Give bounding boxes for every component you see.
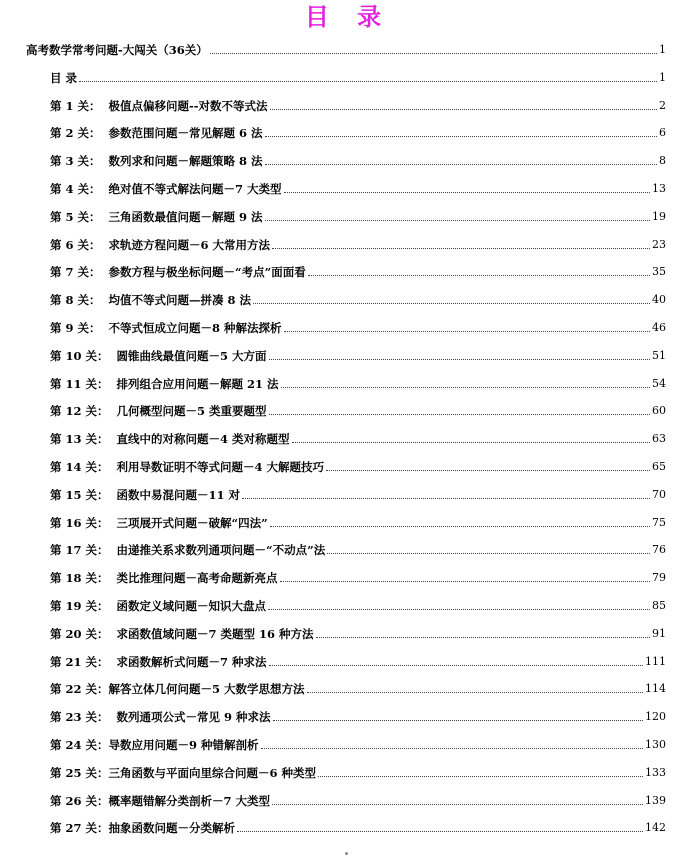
chapter-number-spacer xyxy=(101,182,109,196)
chapter-number-spacer xyxy=(109,543,117,557)
chapter-title: 几何概型问题－5 类重要题型 xyxy=(116,404,267,419)
chapter-number: 第 20 关： xyxy=(50,626,109,641)
chapter-number-spacer xyxy=(109,404,117,418)
dot-leader xyxy=(284,192,650,193)
toc-entry-label xyxy=(50,432,290,446)
page-number: 19 xyxy=(652,209,666,223)
chapter-number: 第 16 关： xyxy=(50,515,109,530)
chapter-number-spacer xyxy=(101,293,109,307)
chapter-number: 第 3 关： xyxy=(50,154,101,169)
chapter-number: 第 22 关： xyxy=(50,682,109,697)
toc-entry-label xyxy=(50,377,279,391)
chapter-number: 第 25 关： xyxy=(50,765,109,780)
chapter-title: 数列求和问题－解题策略 8 法 xyxy=(108,154,263,169)
toc-entry-label xyxy=(50,154,263,168)
page-marker-dot xyxy=(345,852,348,855)
chapter-number-spacer xyxy=(101,210,109,224)
toc-entry-chapter[interactable] xyxy=(50,206,666,224)
dot-leader xyxy=(272,804,643,805)
page-number: 70 xyxy=(652,487,666,501)
toc-entry-label xyxy=(50,599,266,613)
dot-leader xyxy=(327,553,650,554)
toc-entry-chapter[interactable] xyxy=(50,817,666,835)
chapter-title: 求轨迹方程问题－6 大常用方法 xyxy=(108,237,271,252)
toc-entry-chapter[interactable] xyxy=(50,512,666,530)
chapter-number-spacer xyxy=(109,488,117,502)
chapter-number: 第 2 关： xyxy=(50,126,101,141)
toc-entry-chapter[interactable] xyxy=(50,567,666,585)
dot-leader xyxy=(318,776,643,777)
toc-entry-chapter[interactable] xyxy=(50,790,666,808)
toc-entry-chapter[interactable] xyxy=(50,289,666,307)
page-number: 13 xyxy=(652,182,666,195)
dot-leader xyxy=(253,303,650,304)
chapter-number-spacer xyxy=(101,126,109,140)
chapter-title: 高考数学常考问题-大闯关（36关） xyxy=(26,43,208,57)
chapter-number: 第 26 关： xyxy=(50,793,109,808)
chapter-number: 第 17 关： xyxy=(50,543,109,558)
chapter-number-spacer xyxy=(101,99,109,113)
toc-entry-label xyxy=(50,488,240,502)
chapter-title: 求函数值域问题－7 类题型 16 种方法 xyxy=(116,626,314,641)
chapter-number: 第 8 关： xyxy=(50,293,101,308)
dot-leader xyxy=(261,748,643,749)
page-number: 111 xyxy=(645,654,666,668)
toc-entry-label xyxy=(50,627,314,641)
chapter-number: 第 21 关： xyxy=(50,654,109,669)
chapter-number: 第 15 关： xyxy=(50,487,109,502)
chapter-title: 参数方程与极坐标问题－“考点”面面看 xyxy=(108,265,306,280)
toc-entry-label xyxy=(50,655,267,669)
page-number: 75 xyxy=(652,515,666,529)
page-number: 76 xyxy=(652,543,666,557)
dot-leader xyxy=(292,442,650,443)
chapter-number: 第 6 关： xyxy=(50,237,101,252)
dot-leader xyxy=(326,470,650,471)
page-number: 120 xyxy=(645,710,666,724)
page-number: 51 xyxy=(652,348,666,362)
dot-leader xyxy=(265,136,657,137)
page-number: 139 xyxy=(645,793,666,807)
chapter-number-spacer xyxy=(109,432,117,446)
chapter-title: 三角函数与平面向里综合问题－6 种类型 xyxy=(108,765,317,780)
chapter-number: 第 4 关： xyxy=(50,182,101,196)
toc-entry-chapter[interactable] xyxy=(50,373,666,391)
chapter-number: 第 23 关： xyxy=(50,710,109,725)
dot-leader xyxy=(272,248,650,249)
page-number: 40 xyxy=(652,293,666,307)
toc-entry-chapter[interactable] xyxy=(50,122,666,140)
toc-entry-label xyxy=(50,210,263,224)
toc-entry-chapter[interactable] xyxy=(50,595,666,613)
page-number: 35 xyxy=(652,265,666,279)
toc-entry-label xyxy=(50,710,271,724)
dot-leader xyxy=(210,53,657,54)
page-number: 54 xyxy=(652,376,666,390)
dot-leader xyxy=(242,498,650,499)
dot-leader xyxy=(237,831,643,832)
toc-entry-label xyxy=(26,43,208,57)
toc-entry-label xyxy=(50,794,270,808)
toc-entry-chapter[interactable] xyxy=(50,762,666,780)
toc-entry-label xyxy=(50,460,324,474)
chapter-number-spacer xyxy=(109,627,117,641)
chapter-number: 第 19 关： xyxy=(50,599,109,613)
toc-entry-label xyxy=(50,766,316,780)
toc-entry-label xyxy=(50,543,325,557)
dot-leader xyxy=(281,387,650,388)
toc-entry-label xyxy=(50,349,267,363)
chapter-number: 第 13 关： xyxy=(50,432,109,447)
page-number: 79 xyxy=(652,571,666,585)
toc-entry-chapter[interactable] xyxy=(50,706,666,724)
toc-entry-chapter[interactable] xyxy=(50,400,666,418)
chapter-number-spacer xyxy=(109,655,117,669)
chapter-number: 第 1 关： xyxy=(50,98,101,113)
chapter-title: 目 录 xyxy=(50,70,78,85)
toc-entry-label xyxy=(50,126,263,140)
page-number: 63 xyxy=(652,432,666,446)
page-number: 130 xyxy=(645,738,666,751)
page-number: 114 xyxy=(645,682,666,696)
toc-entry-label xyxy=(50,516,268,530)
chapter-title: 抽象函数问题－分类解析 xyxy=(108,821,236,836)
chapter-number-spacer xyxy=(101,154,109,168)
dot-leader xyxy=(316,637,650,638)
chapter-number-spacer xyxy=(109,516,117,530)
toc-entry-chapter[interactable] xyxy=(50,539,666,557)
toc-entry-chapter[interactable] xyxy=(50,734,666,752)
page-number: 85 xyxy=(652,599,666,612)
dot-leader xyxy=(307,692,643,693)
dot-leader xyxy=(265,164,657,165)
toc-entry-chapter[interactable] xyxy=(50,95,666,113)
chapter-title: 直线中的对称问题－4 类对称题型 xyxy=(116,432,290,447)
chapter-title: 解答立体几何问题－5 大数学思想方法 xyxy=(108,682,305,697)
page-number: 46 xyxy=(652,321,666,334)
dot-leader xyxy=(79,81,657,82)
page-number: 8 xyxy=(659,154,666,168)
page-number: 1 xyxy=(659,43,666,56)
toc-entry-label xyxy=(50,682,305,696)
chapter-title: 求函数解析式问题－7 种求法 xyxy=(116,654,267,669)
chapter-title: 概率题错解分类剖析－7 大类型 xyxy=(108,793,271,808)
toc-entry-chapter[interactable] xyxy=(50,456,666,474)
toc-title: 目 录 xyxy=(304,3,392,31)
dot-leader xyxy=(269,414,650,415)
page-number: 133 xyxy=(645,765,666,779)
chapter-number: 第 24 关： xyxy=(50,738,109,752)
chapter-number: 第 12 关： xyxy=(50,404,109,419)
page-number: 91 xyxy=(652,626,666,640)
chapter-number-spacer xyxy=(109,710,117,724)
chapter-title: 由递推关系求数列通项问题－“不动点”法 xyxy=(116,543,326,558)
page-number: 1 xyxy=(659,70,666,84)
chapter-number: 第 5 关： xyxy=(50,209,101,224)
chapter-number-spacer xyxy=(101,321,109,335)
toc-entry-label xyxy=(50,571,278,585)
chapter-number-spacer xyxy=(109,377,117,391)
page-number: 6 xyxy=(659,126,666,140)
toc-entry-label xyxy=(50,404,267,418)
toc-entry-chapter[interactable] xyxy=(50,234,666,252)
toc-entry-chapter[interactable] xyxy=(50,150,666,168)
dot-leader xyxy=(269,665,643,666)
toc-entry-chapter[interactable] xyxy=(50,261,666,279)
toc-entry-chapter[interactable] xyxy=(50,678,666,696)
chapter-number: 第 18 关： xyxy=(50,571,109,586)
chapter-number-spacer xyxy=(101,238,109,252)
page-number: 142 xyxy=(645,821,666,835)
toc-entry-chapter[interactable] xyxy=(50,484,666,502)
chapter-number: 第 10 关： xyxy=(50,348,109,363)
dot-leader xyxy=(273,720,643,721)
dot-leader xyxy=(308,275,650,276)
page-number: 65 xyxy=(652,460,666,473)
toc-entry-label xyxy=(50,71,77,85)
chapter-number: 第 7 关： xyxy=(50,265,101,280)
chapter-title: 数列通项公式－常见 9 种求法 xyxy=(116,710,271,725)
chapter-title: 利用导数证明不等式问题－4 大解题技巧 xyxy=(116,460,325,474)
chapter-number-spacer xyxy=(109,349,117,363)
chapter-title: 函数中易混问题－11 对 xyxy=(116,487,241,502)
chapter-title: 极值点偏移问题--对数不等式法 xyxy=(108,98,268,113)
toc-entry-label xyxy=(50,821,235,835)
toc-entry-label xyxy=(50,265,306,279)
dot-leader xyxy=(280,581,650,582)
chapter-number-spacer xyxy=(109,571,117,585)
dot-leader xyxy=(268,609,650,610)
chapter-title: 绝对值不等式解法问题－7 大类型 xyxy=(108,182,282,196)
toc-entry-label xyxy=(50,182,282,196)
chapter-number-spacer xyxy=(101,265,109,279)
dot-leader xyxy=(284,331,650,332)
chapter-number-spacer xyxy=(109,460,117,474)
toc-entry-chapter[interactable] xyxy=(50,178,666,196)
chapter-title: 类比推理问题－高考命题新亮点 xyxy=(116,571,278,586)
dot-leader xyxy=(269,359,650,360)
chapter-title: 圆锥曲线最值问题－5 大方面 xyxy=(116,348,267,363)
page-number: 60 xyxy=(652,404,666,418)
chapter-title: 参数范围问题－常见解题 6 法 xyxy=(108,126,263,141)
dot-leader xyxy=(265,220,650,221)
page-number: 23 xyxy=(652,237,666,251)
toc-entry-label xyxy=(50,99,268,113)
chapter-title: 导数应用问题－9 种错解剖析 xyxy=(108,738,259,752)
dot-leader xyxy=(270,109,657,110)
toc-entry-label xyxy=(50,321,282,335)
toc-entry-chapter[interactable] xyxy=(50,317,666,335)
toc-entry-chapter[interactable] xyxy=(50,623,666,641)
toc-entry-chapter[interactable] xyxy=(50,428,666,446)
chapter-title: 不等式恒成立问题－8 种解法探析 xyxy=(108,321,282,335)
page-number: 2 xyxy=(659,98,666,112)
chapter-number: 第 9 关： xyxy=(50,321,101,335)
toc-entry-label xyxy=(50,738,259,752)
chapter-number: 第 14 关： xyxy=(50,460,109,474)
chapter-title: 三项展开式问题－破解“四法” xyxy=(116,515,268,530)
chapter-number: 第 11 关： xyxy=(50,376,109,391)
dot-leader xyxy=(270,526,650,527)
toc-entry-contents[interactable] xyxy=(50,67,666,85)
chapter-number-spacer xyxy=(109,599,117,613)
toc-entry-label xyxy=(50,238,270,252)
chapter-title: 函数定义域问题－知识大盘点 xyxy=(116,599,267,613)
toc-entry-chapter[interactable] xyxy=(50,651,666,669)
toc-entry-label xyxy=(50,293,251,307)
chapter-title: 排列组合应用问题－解题 21 法 xyxy=(116,376,279,391)
chapter-title: 三角函数最值问题－解题 9 法 xyxy=(108,209,263,224)
toc-entry-chapter[interactable] xyxy=(50,345,666,363)
chapter-number: 第 27 关： xyxy=(50,821,109,836)
chapter-title: 均值不等式问题—拼凑 8 法 xyxy=(108,293,252,308)
toc-entry-book[interactable] xyxy=(26,39,666,57)
